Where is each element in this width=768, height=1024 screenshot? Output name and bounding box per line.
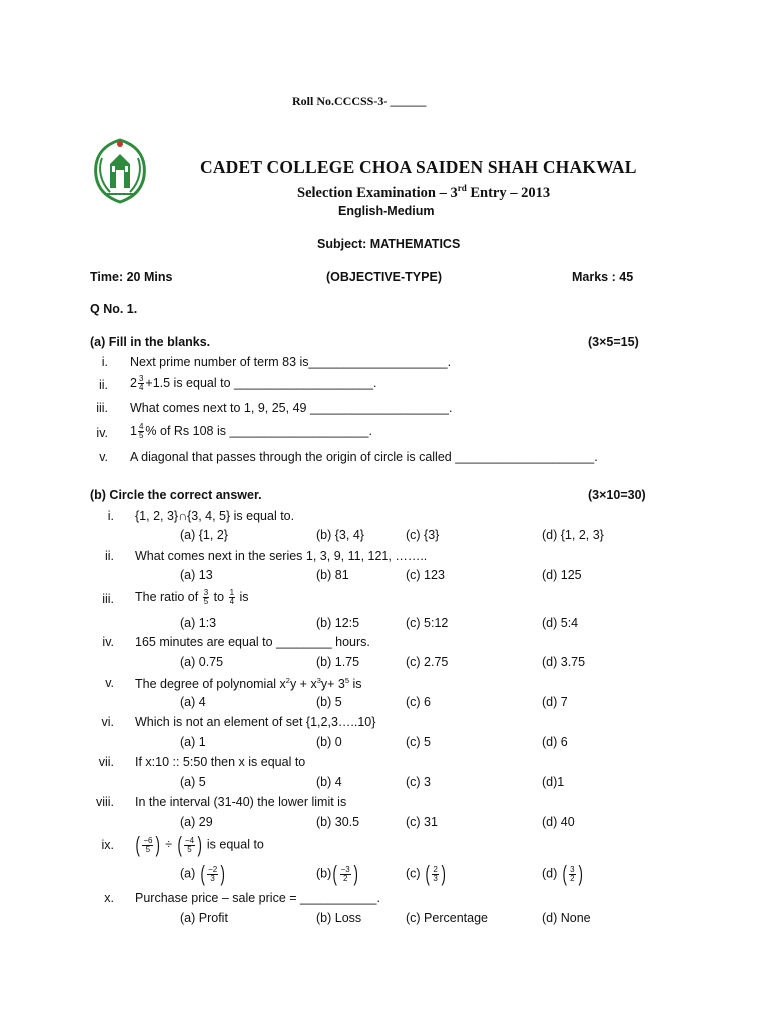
mcq-number: i. <box>107 509 114 523</box>
mixed-fraction: $\frac{4}{5}$ <box>138 422 144 440</box>
mcq-question: If x:10 :: 5:50 then x is equal to <box>135 755 306 769</box>
part-a-marks: (3×5=15) <box>588 335 639 349</box>
mcq-option-d: (d) None <box>542 911 591 925</box>
part-a-item-text: A diagonal that passes through the origin of circle is called ____________________. <box>130 450 598 464</box>
mcq-option-a: (a) 4 <box>180 695 206 709</box>
mcq-option-d: (d) 3.75 <box>542 655 586 669</box>
mcq-number: iii. <box>102 592 114 606</box>
part-a-item-number: iv. <box>96 426 108 440</box>
mcq-option-a: (a) 1 <box>180 735 206 749</box>
mcq-option-a: (a) Profit <box>180 911 228 925</box>
mcq-option-b: (b) ( $\frac{-3}{2}$ ) <box>316 861 358 886</box>
mcq-option-b: (b) 81 <box>316 568 349 582</box>
part-a-item-number: v. <box>99 450 108 464</box>
fraction: $\frac{3}{5}$ <box>203 588 209 606</box>
college-logo <box>88 136 152 204</box>
mcq-option-d: (d)1 <box>542 775 565 789</box>
mcq-question: The degree of polynomial $x^2y + x^3y+ 3^5$ is <box>135 676 362 691</box>
mcq-question: What comes next in the series 1, 3, 9, 11, 121, …….. <box>135 549 428 563</box>
exam-type-label: (OBJECTIVE-TYPE) <box>326 270 442 284</box>
mcq-number: ii. <box>104 549 114 563</box>
college-name: CADET COLLEGE CHOA SAIDEN SHAH CHAKWAL <box>200 157 637 177</box>
roll-number: Roll No.CCCSS-3- ______ <box>292 94 427 108</box>
part-a-item-text: 1 $\frac{4}{5}$ % of Rs 108 is ____________________. <box>130 422 372 440</box>
exam-title: Selection Examination – 3rd Entry – 2013 <box>297 183 551 201</box>
mcq-option-c: (c) {3} <box>406 528 440 542</box>
mcq-question: The ratio of $\frac{3}{5}$ to $\frac{1}{4}$ is <box>135 588 249 606</box>
mcq-option-c: (c) ( $\frac{2}{3}$ ) <box>406 861 446 886</box>
college-crest-icon <box>88 136 152 204</box>
mcq-question: {1, 2, 3}∩{3, 4, 5} is equal to. <box>135 509 295 523</box>
mcq-option-c: (c) 3 <box>406 775 431 789</box>
mcq-option-b: (b) {3, 4} <box>316 528 364 542</box>
mcq-option-d: (d) 40 <box>542 815 575 829</box>
mcq-option-a: (a) 29 <box>180 815 213 829</box>
mcq-question: Which is not an element of set {1,2,3…..10} <box>135 715 376 729</box>
mcq-option-c: (c) 5 <box>406 735 431 749</box>
mcq-option-d: (d) 5:4 <box>542 616 579 630</box>
part-a-item-number: i. <box>101 355 108 369</box>
part-a-item-text: What comes next to 1, 9, 25, 49 ____________________. <box>130 401 453 415</box>
mcq-question: 165 minutes are equal to ________ hours. <box>135 635 370 649</box>
mcq-option-c: (c) 5:12 <box>406 616 449 630</box>
mcq-option-a: (a) 0.75 <box>180 655 224 669</box>
part-a-item-text: Next prime number of term 83 is____________________. <box>130 355 452 369</box>
mcq-option-c: (c) 6 <box>406 695 431 709</box>
mcq-option-a: (a) 13 <box>180 568 213 582</box>
part-a-item-text: 2 $\frac{3}{4}$ +1.5 is equal to ____________________. <box>130 374 377 392</box>
mcq-option-b: (b) 30.5 <box>316 815 360 829</box>
part-a-item-number: iii. <box>96 401 108 415</box>
part-b-heading: (b) Circle the correct answer. <box>90 488 262 502</box>
mcq-option-a: (a) ( $\frac{-2}{3}$ ) <box>180 861 226 886</box>
part-b-marks: (3×10=30) <box>588 488 646 502</box>
mcq-option-c: (c) Percentage <box>406 911 488 925</box>
fraction: $\frac{1}{4}$ <box>229 588 235 606</box>
mcq-option-a: (a) 5 <box>180 775 206 789</box>
mcq-number: ix. <box>101 838 114 852</box>
medium-label: English-Medium <box>338 204 435 218</box>
mcq-number: vi. <box>101 715 114 729</box>
question-number: Q No. 1. <box>90 302 138 316</box>
mcq-question: In the interval (31-40) the lower limit is <box>135 795 347 809</box>
mcq-option-a: (a) 1:3 <box>180 616 217 630</box>
mcq-option-b: (b) 0 <box>316 735 342 749</box>
mcq-option-a: (a) {1, 2} <box>180 528 228 542</box>
mcq-option-c: (c) 31 <box>406 815 438 829</box>
marks-label: Marks : 45 <box>572 270 634 284</box>
mcq-number: v. <box>105 676 114 690</box>
time-label: Time: 20 Mins <box>90 270 173 284</box>
mcq-option-c: (c) 2.75 <box>406 655 449 669</box>
part-a-heading: (a) Fill in the blanks. <box>90 335 211 349</box>
mcq-number: viii. <box>95 795 114 809</box>
mcq-option-d: (d) 7 <box>542 695 568 709</box>
mcq-option-d: (d) {1, 2, 3} <box>542 528 604 542</box>
mcq-question: Purchase price – sale price = ___________. <box>135 891 380 905</box>
mcq-option-b: (b) 5 <box>316 695 342 709</box>
mcq-option-d: (d) 6 <box>542 735 568 749</box>
mcq-question: ( $\frac{-6}{5}$ ) ÷ ( $\frac{-4}{5}$ ) is equal to <box>135 832 264 857</box>
mcq-option-c: (c) 123 <box>406 568 445 582</box>
mixed-fraction: $\frac{3}{4}$ <box>138 374 144 392</box>
mcq-option-b: (b) 1.75 <box>316 655 360 669</box>
mcq-number: iv. <box>102 635 114 649</box>
mcq-number: vii. <box>98 755 114 769</box>
part-a-item-number: ii. <box>98 378 108 392</box>
mcq-option-b: (b) 4 <box>316 775 342 789</box>
mcq-option-b: (b) Loss <box>316 911 362 925</box>
mcq-number: x. <box>104 891 114 905</box>
mcq-option-b: (b) 12:5 <box>316 616 360 630</box>
mcq-option-d: (d) ( $\frac{3}{2}$ ) <box>542 861 583 886</box>
mcq-option-d: (d) 125 <box>542 568 582 582</box>
subject-label: Subject: MATHEMATICS <box>317 237 461 251</box>
